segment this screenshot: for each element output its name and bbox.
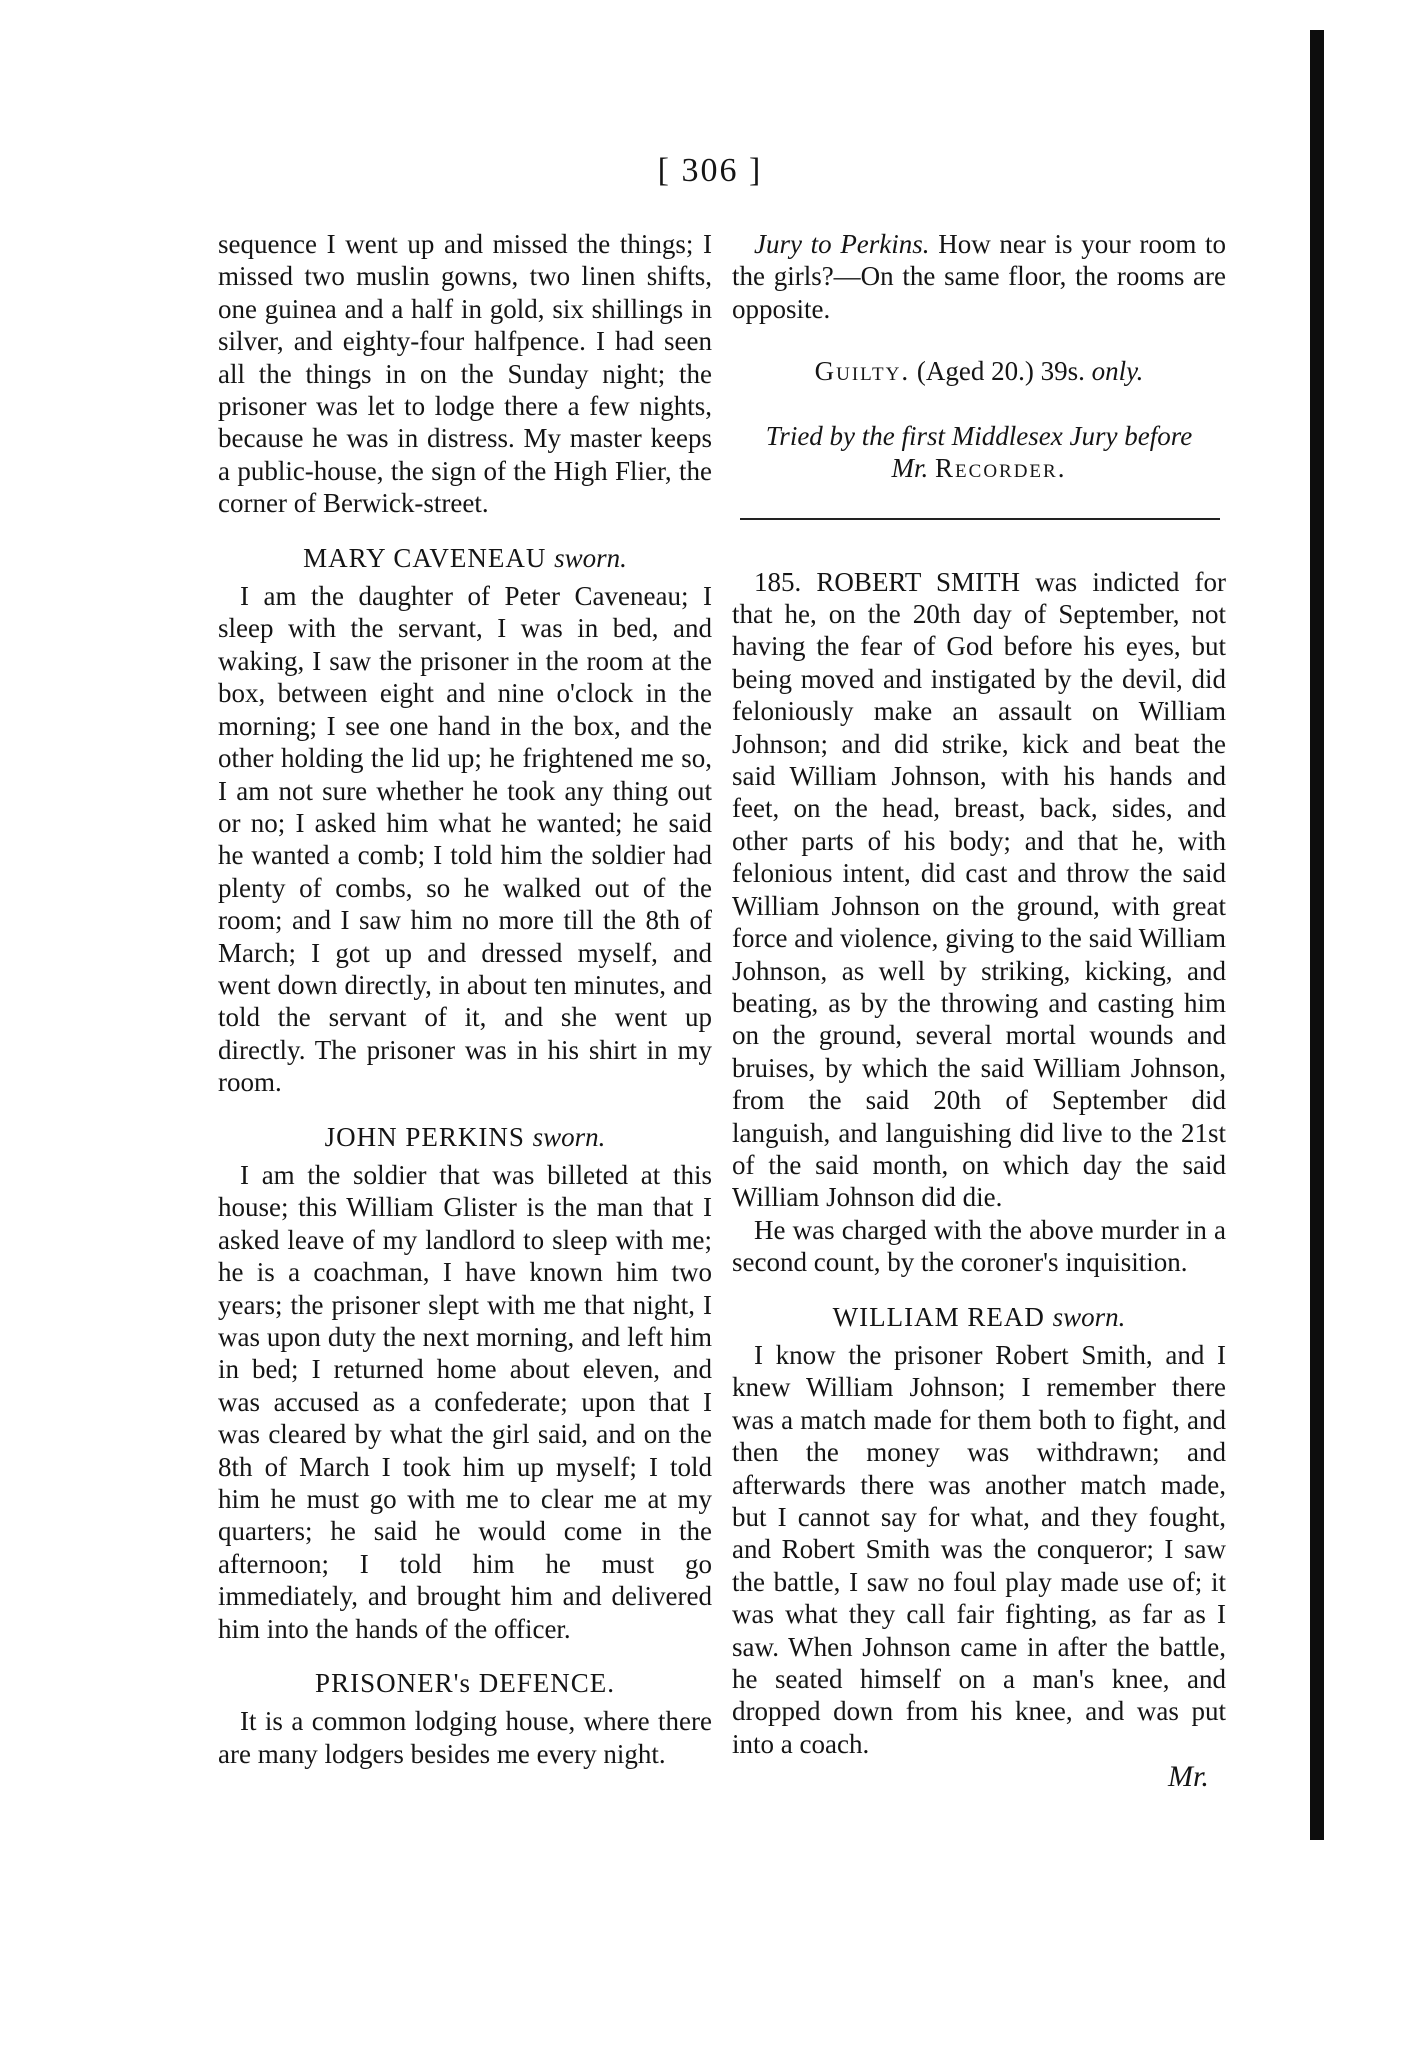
defence-paragraph: It is a common lodging house, where there are many lodgers besides me every night. xyxy=(218,1706,712,1769)
tried-mr: Mr. xyxy=(891,452,929,483)
section-divider xyxy=(740,518,1220,520)
jury-question-text: How near is your room to the girls?—On the same floor, the rooms are opposite. xyxy=(732,229,1227,324)
verdict-only: only. xyxy=(1091,356,1144,387)
right-column xyxy=(732,228,1226,1760)
case-indictment: 185. ROBERT SMITH was indicted for that he, on the 20th day of September, not having the fear of God before his eyes, but being moved and instigated by the devil, did feloniously make an assault on William Johnson; and did strike, kick and beat the said William Johnson, with his hands and feet, on the head, breast, back, sides, and other parts of his body; and that he, with felonious intent, did cast and throw the said William Johnson on the ground, with great force and violence, giving to the said William Johnson, as well by striking, kicking, and beating, as by the throwing and casting him on the ground, several mortal wounds and bruises, by which the said William Johnson, from the said 20th of September did languish, and languishing did live to the 21st of the said month, on which day the said William Johnson did die. xyxy=(732,566,1226,1213)
speaker-name: JOHN PERKINS xyxy=(324,1121,525,1152)
catchword: Mr. xyxy=(1168,1760,1209,1793)
speaker-heading xyxy=(218,542,712,574)
tried-by-recorder xyxy=(732,452,1226,484)
verdict-age: (Aged 20.) 39s. xyxy=(916,356,1085,387)
speaker-heading xyxy=(732,1301,1226,1333)
tried-recorder: Recorder. xyxy=(935,452,1067,483)
tried-by-text: Tried by the first Middlesex Jury before xyxy=(765,420,1193,451)
sworn-label: sworn. xyxy=(554,542,627,573)
jury-label: Jury to Perkins. xyxy=(754,229,930,259)
charge-paragraph: He was charged with the above murder in a second count, by the coroner's inquisition. xyxy=(732,1214,1226,1278)
left-column xyxy=(218,228,712,1770)
testimony-paragraph: sequence I went up and missed the things; I missed two muslin gowns, two linen shifts, one guinea and a half in gold, six shillings in silver, and eighty-four halfpence. I had seen all the things in on the Sunday night; the prisoner was let to lodge there a few nights, because he was in distress. My master keeps a public-house, the sign of the High Flier, the corner of Berwick-street. xyxy=(218,229,712,519)
tried-by-line xyxy=(732,420,1226,484)
testimony-paragraph: I am the soldier that was billeted at this house; this William Glister is the man that I asked leave of my landlord to sleep with me; he is a coachman, I have known him two years; the prisoner slept with me that night, I was upon duty the next morning, and left him in bed; I returned home about eleven, and was accused as a confederate; upon that I was cleared by what the girl said, and on the 8th of March I took him up myself; I told him he must go with me to clear me at my quarters; he said he would come in the afternoon; I told him he must go immediately, and brought him and delivered him into the hands of the officer. xyxy=(218,1159,712,1644)
jury-question xyxy=(732,228,1226,325)
sworn-label: sworn. xyxy=(1052,1301,1126,1332)
speaker-heading xyxy=(218,1121,712,1153)
testimony-paragraph: I am the daughter of Peter Caveneau; I sleep with the servant, I was in bed, and waking, I saw the prisoner in the room at the box, between eight and nine o'clock in the morning; I see one hand in the box, and the other holding the lid up; he frightened me so, I am not sure whether he took any thing out or no; I asked him what he wanted; he said he wanted a comb; I told him the soldier had plenty of combs, so he walked out of the room; and I saw him no more till the 8th of March; I got up and dressed myself, and went down directly, in about ten minutes, and told the servant of it, and she went up directly. The prisoner was in his shirt in my room. xyxy=(218,581,712,1098)
page-edge-shadow xyxy=(1310,30,1324,1840)
speaker-name: MARY CAVENEAU xyxy=(303,542,547,573)
verdict-line xyxy=(732,355,1226,387)
testimony-paragraph: I know the prisoner Robert Smith, and I knew William Johnson; I remember there was a match made for them both to fight, and then the money was withdrawn; and afterwards there was another match made, but I cannot say for what, and they fought, and Robert Smith was the conqueror; I saw the battle, I saw no foul play made use of; it was what they call fair fighting, as far as I saw. When Johnson came in after the battle, he seated himself on a man's knee, and dropped down from his knee, and was put into a coach. xyxy=(732,1339,1226,1759)
page-number: [ 306 ] xyxy=(657,152,763,189)
defence-heading: PRISONER's DEFENCE. xyxy=(315,1668,615,1699)
verdict-word: Guilty. xyxy=(814,356,911,387)
speaker-name: WILLIAM READ xyxy=(832,1301,1045,1332)
sworn-label: sworn. xyxy=(532,1121,606,1152)
